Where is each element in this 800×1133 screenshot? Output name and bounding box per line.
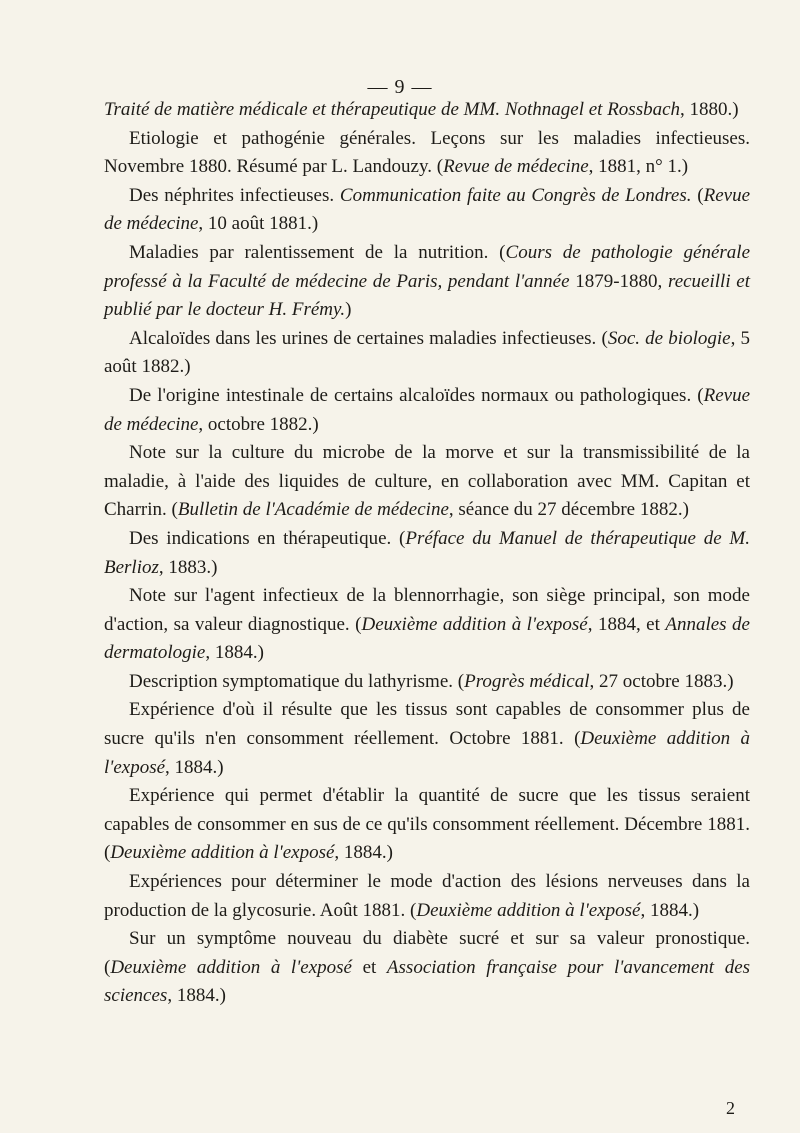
entry-text: , 27 octobre 1883.)	[589, 670, 734, 692]
bibliography-entry	[104, 382, 750, 439]
bibliography-entry	[104, 182, 750, 239]
bibliography-entry	[104, 868, 750, 925]
entry-title-italic: Bulletin de l'Académie de médecine	[177, 499, 449, 521]
entry-text: Description symptomatique du lathyrisme. (	[129, 670, 465, 692]
entry-text: , octobre 1882.)	[198, 413, 319, 435]
entry-text: Alcaloïdes dans les urines de certaines maladies infectieuses. (	[129, 327, 608, 349]
entry-text: , 1884.)	[640, 899, 700, 921]
entry-title-italic: Préface du Manuel de thérapeutique de M. Berlioz	[104, 527, 750, 578]
entry-title-italic: Communication faite au Congrès de Londres.	[339, 184, 692, 206]
entry-title-italic: Deuxième addition à l'exposé	[110, 842, 335, 864]
bibliography-entry	[104, 782, 750, 868]
entry-text: Des indications en thérapeutique. (	[129, 527, 406, 549]
entry-title-italic: Association française pour l'avancement des sciences	[104, 956, 751, 1007]
entry-title-italic: Soc. de biologie	[607, 327, 731, 349]
bibliography-entry	[104, 239, 750, 325]
entry-text: )	[345, 299, 352, 321]
entry-text: , 1883.)	[158, 556, 218, 578]
signature-mark: 2	[726, 1098, 735, 1118]
entry-title-italic: Progrès médical	[464, 670, 590, 692]
entry-text: Des néphrites infectieuses.	[129, 184, 340, 206]
bibliography-entry	[104, 439, 750, 525]
entry-text: , 1884.)	[167, 985, 226, 1007]
entry-title-italic: Deuxième addition à l'exposé	[416, 899, 641, 921]
entry-title-italic: Traité de matière médicale et thérapeutique de MM. Nothnagel et Rossbach	[104, 99, 681, 120]
bibliography-entry	[104, 525, 750, 582]
entry-text: Expérience qui permet d'établir la quantité de sucre que les tissus seraient capables de consommer en sus de ce qu'ils consomment réellement. Décembre 1881. (	[104, 785, 750, 864]
entry-text: Sur un symptôme nouveau du diabète sucré et sur sa valeur pronostique. (	[104, 928, 750, 978]
entry-text: De l'origine intestinale de certains alcaloïdes normaux ou pathologiques. (	[129, 384, 704, 406]
entry-text: , 1884.)	[165, 756, 224, 778]
entry-text: , 10 août 1881.)	[198, 213, 319, 235]
entry-text: , 1880.)	[680, 99, 739, 120]
bibliography-entry	[104, 582, 750, 668]
entry-title-italic: Annales de dermatologie	[104, 613, 750, 664]
entry-text: , 1884.)	[334, 842, 393, 864]
entry-text: Maladies par ralentissement de la nutrition. (	[129, 241, 506, 263]
entry-title-italic: Revue de médecine	[104, 184, 750, 235]
entry-title-italic: Deuxième addition à l'exposé	[361, 613, 588, 635]
entry-text: Expérience d'où il résulte que les tissus sont capables de consommer plus de sucre qu'ils n'en consomment réellement. Octobre 1881. (	[104, 699, 750, 750]
entry-text: Note sur l'agent infectieux de la blennorrhagie, son siège principal, son mode d'action, sa valeur diagnostique. (	[104, 585, 750, 635]
entry-text: , séance du 27 décembre 1882.)	[448, 499, 689, 521]
bibliography-entry	[104, 668, 750, 697]
entry-text: , 5 août 1882.)	[104, 327, 750, 378]
bibliography-entry	[104, 925, 750, 1011]
bibliography-entry	[104, 96, 750, 125]
entry-title-italic: Revue de médecine	[443, 156, 589, 178]
page-number: — 9 —	[367, 76, 433, 98]
bibliography-entry	[104, 325, 750, 382]
entry-text: , 1884.)	[205, 642, 264, 664]
entry-title-italic: Deuxième addition à l'exposé	[110, 956, 352, 978]
entry-text: , 1881, n° 1.)	[588, 156, 689, 178]
entry-text: (	[691, 184, 704, 206]
entry-text: 1879-1880,	[569, 270, 668, 292]
bibliography-entry	[104, 696, 750, 782]
entry-title-italic: recueilli et publié par le docteur H. Frémy.	[104, 270, 751, 321]
entry-text: Note sur la culture du microbe de la morve et sur la transmissibilité de la maladie, à l'aide des liquides de culture, en collaboration avec MM. Capitan et Charrin. (	[104, 442, 750, 521]
entry-text: Expériences pour déterminer le mode d'action des lésions nerveuses dans la production de la glycosurie. Août 1881. (	[104, 871, 750, 921]
entry-title-italic: Deuxième addition à l'exposé	[104, 728, 750, 778]
entry-text: et	[351, 956, 387, 978]
entry-title-italic: Cours de pathologie générale professé à la Faculté de médecine de Paris, pendant l'année	[104, 241, 751, 292]
entry-text: , 1884, et	[587, 613, 666, 635]
bibliography-list	[104, 96, 750, 1011]
entry-text: Etiologie et pathogénie générales. Leçons sur les maladies infectieuses. Novembre 1880. Résumé par L. Landouzy. (	[104, 127, 750, 178]
bibliography-entry	[104, 125, 750, 182]
entry-title-italic: Revue de médecine	[104, 384, 750, 435]
